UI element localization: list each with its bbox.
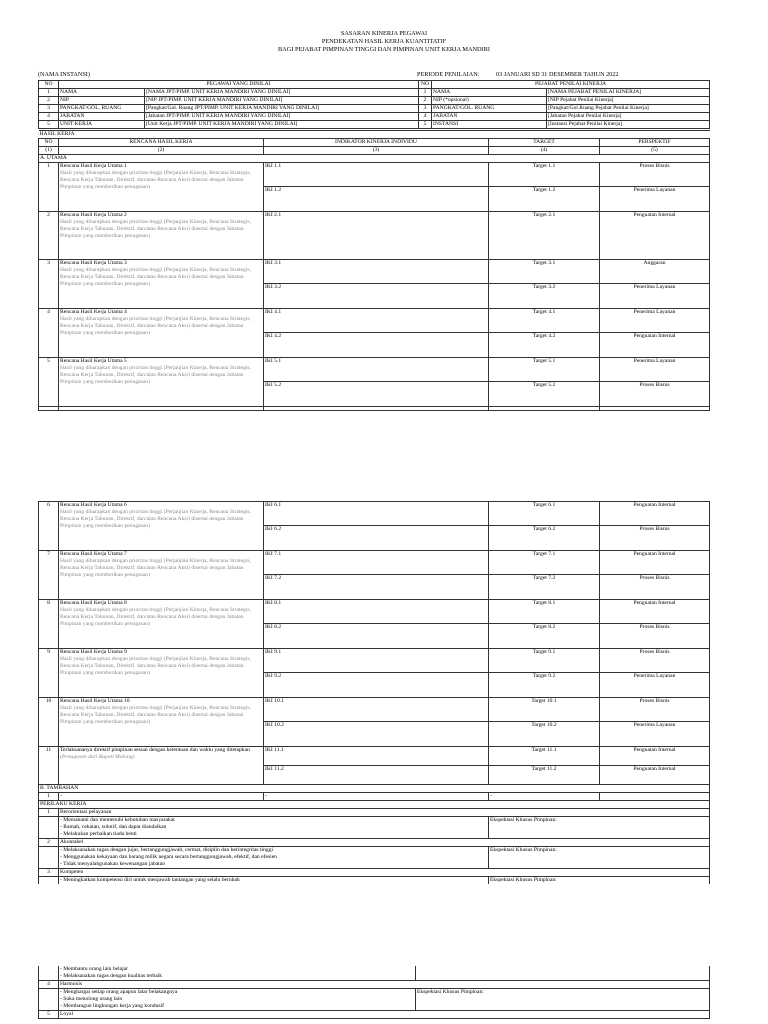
iki-cell: IKI 10.1: [264, 698, 489, 722]
col-header-no: NO: [39, 139, 59, 147]
rhk-title: Terlaksananya direktif pimpinan sesuai dengan ketentuan dan waktu yang ditetapkan: [60, 747, 250, 753]
perilaku-name: Loyal: [59, 1011, 710, 1019]
target-cell: Target 7.2: [489, 575, 600, 600]
empty-cell: [264, 407, 489, 411]
target-cell: Target 9.2: [489, 673, 600, 698]
empty-cell: [39, 407, 59, 411]
perilaku-point: - Meningkatkan kompetensi diri untuk menjawab tantangan yang selalu berubah: [59, 877, 489, 885]
identity-right-no: 1: [419, 89, 432, 97]
perspektif-cell: Penerima Layanan: [600, 187, 710, 212]
identity-left-header: PEGAWAI YANG DINILAI: [59, 81, 419, 89]
target-cell: Target 6.2: [489, 526, 600, 551]
identity-left-value: [Pangkat/Gol. Ruang JPT/PIMP. UNIT KERJA MANDIRI YANG DINILAI]: [145, 105, 419, 113]
perilaku-point: - Menggunakan kekayaan dan barang milik negara secara bertanggungjawab, efektif, dan efesien: [59, 854, 489, 861]
table-row: [39, 407, 710, 411]
identity-right-value: [Pangkat/Gol.Ruang Pejabat Penilai Kinerja]: [547, 105, 710, 113]
identity-no: 2: [39, 97, 59, 105]
rhk-no: 1: [39, 163, 59, 212]
identity-left-value: [Jabatan JPT/PIMP. UNIT KERJA MANDIRI YANG DINILAI]: [145, 113, 419, 121]
iki-cell: IKI 5.1: [264, 358, 489, 382]
perspektif-cell: Proses Bisnis: [600, 382, 710, 407]
empty-cell: [39, 973, 59, 981]
rhk-title: Rencana Hasil Kerja Utama 6: [60, 502, 127, 508]
target-cell: -: [489, 793, 600, 801]
identity-right-value: [Jabatan Pejabat Penilai Kinerja]: [547, 113, 710, 121]
target-cell: Target 8.2: [489, 624, 600, 649]
perilaku-name: Akuntabel: [59, 839, 710, 847]
perilaku-point-row: [39, 973, 710, 981]
perilaku-title: PERILAKU KERJA: [39, 801, 710, 809]
rhk-note: Hasil yang diharapkan dengan prioritas tinggi (Perjanjian Kinerja, Rencana Strategis, Rencana Kerja Tahunan, Direktif, dan/atau Rencana Aksi) disertai dengan Jabatan Pimpinan yang memberikan penugasan): [60, 219, 251, 240]
table-row: [39, 358, 710, 382]
perilaku-point-row: [39, 966, 710, 973]
rhk-cell: [59, 260, 264, 309]
table-row: [39, 163, 710, 187]
table-row: [39, 309, 710, 333]
rhk-no: 3: [39, 260, 59, 309]
identity-right-no: 3: [419, 105, 432, 113]
empty-cell: [39, 996, 59, 1003]
perilaku-row: [39, 809, 710, 817]
empty-cell: [39, 1003, 59, 1011]
rhk-title: Rencana Hasil Kerja Utama 8: [60, 600, 127, 606]
identity-left-label: JABATAN: [59, 113, 145, 121]
iki-cell: -: [264, 793, 489, 801]
perspektif-cell: Penguatan Internal: [600, 766, 710, 785]
col-header-perspektif: PERSPEKTIF: [600, 139, 710, 147]
table-row: [39, 502, 710, 526]
table-row: [39, 260, 710, 284]
iki-cell: IKI 7.2: [264, 575, 489, 600]
table-row: [39, 551, 710, 575]
perilaku-point-row: [39, 877, 710, 885]
table-row: [39, 600, 710, 624]
perilaku-name: Kompeten: [59, 869, 710, 877]
target-cell: Target 4.1: [489, 309, 600, 333]
perilaku-point: - Melakukan perbaikan tiada henti: [59, 831, 489, 839]
identity-right-label: NAMA: [432, 89, 547, 97]
perspektif-cell: Proses Bisnis: [600, 575, 710, 600]
identity-left-label: UNIT KERJA: [59, 121, 145, 129]
identity-right-label: INSTANSI: [432, 121, 547, 129]
target-cell: Target 5.1: [489, 358, 600, 382]
identity-right-no: 2: [419, 97, 432, 105]
iki-cell: IKI 6.1: [264, 502, 489, 526]
rhk-no: 10: [39, 698, 59, 747]
perilaku-row: [39, 1011, 710, 1019]
col-number-5: (5): [600, 147, 710, 155]
target-cell: Target 8.1: [489, 600, 600, 624]
target-cell: Target 7.1: [489, 551, 600, 575]
rhk-title: Rencana Hasil Kerja Utama 1: [60, 163, 127, 169]
target-cell: Target 3.1: [489, 260, 600, 284]
perilaku-row: [39, 869, 710, 877]
ekspektasi-cell: [416, 1003, 710, 1011]
ekspektasi-cell: Ekspektasi Khusus Pimpinan:: [416, 989, 710, 997]
rhk-note: Hasil yang diharapkan dengan prioritas tinggi (Perjanjian Kinerja, Rencana Strategis, Rencana Kerja Tahunan, Direktif, dan/atau Rencana Aksi) disertai dengan Jabatan Pimpinan yang memberikan penugasan): [60, 607, 251, 628]
header-title: SASARAN KINERJA PEGAWAI: [340, 30, 428, 37]
target-cell: Target 1.1: [489, 163, 600, 187]
col-number-1: (1): [39, 147, 59, 155]
target-cell: Target 6.1: [489, 502, 600, 526]
hasil-kerja-table: [38, 130, 710, 411]
identity-left-value: [NAMA JPT/PIMP. UNIT KERJA MANDIRI YANG DINILAI]: [145, 89, 419, 97]
perilaku-point-row: [39, 996, 710, 1003]
identity-row: [39, 105, 710, 113]
rhk-no: 11: [39, 747, 59, 785]
perilaku-point-row: [39, 831, 710, 839]
identity-no: 1: [39, 89, 59, 97]
perilaku-point-row: [39, 847, 710, 855]
iki-cell: IKI 5.2: [264, 382, 489, 407]
iki-cell: IKI 9.1: [264, 649, 489, 673]
identity-right-no: 4: [419, 113, 432, 121]
iki-cell: IKI 3.2: [264, 284, 489, 309]
perilaku-row: [39, 839, 710, 847]
perilaku-no: 3: [39, 869, 59, 877]
page-1: [0, 0, 768, 440]
perspektif-cell: Penerima Layanan: [600, 673, 710, 698]
rhk-note: Hasil yang diharapkan dengan prioritas tinggi (Perjanjian Kinerja, Rencana Strategis, Rencana Kerja Tahunan, Direktif, dan/atau Rencana Aksi) disertai dengan Jabatan Pimpinan yang memberikan penugasan): [60, 170, 251, 191]
perilaku-point-row: [39, 824, 710, 831]
perilaku-no: 5: [39, 1011, 59, 1019]
rhk-note: Hasil yang diharapkan dengan prioritas tinggi (Perjanjian Kinerja, Rencana Strategis, Rencana Kerja Tahunan, Direktif, dan/atau Rencana Aksi) disertai dengan Jabatan Pimpinan yang memberikan penugasan): [60, 705, 251, 726]
identity-row: [39, 89, 710, 97]
perspektif-cell: Anggaran: [600, 260, 710, 284]
perilaku-point: - Ramah, cekatan, solutif, dan dapat diandalkan: [59, 824, 489, 831]
ekspektasi-cell: [489, 831, 710, 839]
iki-cell: IKI 9.2: [264, 673, 489, 698]
rhk-note: Hasil yang diharapkan dengan prioritas tinggi (Perjanjian Kinerja, Rencana Strategis, Rencana Kerja Tahunan, Direktif, dan/atau Rencana Aksi) disertai dengan Jabatan Pimpinan yang memberikan penugasan): [60, 509, 251, 530]
iki-cell: IKI 11.1: [264, 747, 489, 766]
perspektif-cell: [600, 793, 710, 801]
rhk-cell: [59, 600, 264, 649]
ekspektasi-cell: Ekspektasi Khusus Pimpinan:: [489, 817, 710, 825]
perilaku-no: 1: [39, 809, 59, 817]
iki-cell: IKI 6.2: [264, 526, 489, 551]
table-row: [39, 649, 710, 673]
document-header: [0, 30, 768, 54]
empty-cell: [39, 861, 59, 869]
perilaku-point-row: [39, 1003, 710, 1011]
table-row: [39, 212, 710, 260]
rhk-cell: [59, 212, 264, 260]
ekspektasi-cell: [489, 854, 710, 861]
perilaku-point: - Menghargai setiap orang apapun latar belakangnya: [59, 989, 416, 997]
rhk-cell: -: [59, 793, 264, 801]
identity-table: [38, 80, 710, 129]
perspektif-cell: Penerima Layanan: [600, 358, 710, 382]
identity-right-value: [Instansi Pejabat Penilai Kinerja]: [547, 121, 710, 129]
identity-right-label: PANGKAT/GOL. RUANG: [432, 105, 547, 113]
empty-cell: [39, 831, 59, 839]
rhk-no: 5: [39, 358, 59, 407]
rhk-no: 6: [39, 502, 59, 551]
empty-cell: [600, 407, 710, 411]
identity-row: [39, 121, 710, 129]
rhk-cell: [59, 698, 264, 747]
identity-right-no: 5: [419, 121, 432, 129]
perspektif-cell: Proses Bisnis: [600, 163, 710, 187]
section-tambahan-label: B. TAMBAHAN: [39, 785, 710, 793]
ekspektasi-cell: Ekspektasi Khusus Pimpinan:: [489, 847, 710, 855]
perspektif-cell: Proses Bisnis: [600, 649, 710, 673]
iki-cell: IKI 7.1: [264, 551, 489, 575]
identity-left-label: PANGKAT/GOL. RUANG: [59, 105, 145, 113]
rhk-title: Rencana Hasil Kerja Utama 3: [60, 260, 127, 266]
page-2: [0, 500, 768, 900]
target-cell: Target 2.1: [489, 212, 600, 260]
col-header-rhk: RENCANA HASIL KERJA: [59, 139, 264, 147]
rhk-no: 1: [39, 793, 59, 801]
perilaku-point: - Membantu orang lain belajar: [59, 966, 416, 973]
rhk-title: Rencana Hasil Kerja Utama 5: [60, 358, 127, 364]
ekspektasi-cell: [416, 966, 710, 973]
iki-cell: IKI 8.2: [264, 624, 489, 649]
ekspektasi-cell: [489, 861, 710, 869]
identity-no: 5: [39, 121, 59, 129]
iki-cell: IKI 8.1: [264, 600, 489, 624]
target-cell: Target 10.2: [489, 722, 600, 747]
rhk-cell: [59, 747, 264, 785]
empty-cell: [59, 407, 264, 411]
rhk-cell: [59, 649, 264, 698]
col-number-2: (2): [59, 147, 264, 155]
empty-cell: [489, 407, 600, 411]
identity-no: 3: [39, 105, 59, 113]
identity-no-header-right: NO: [419, 81, 432, 89]
iki-cell: IKI 3.1: [264, 260, 489, 284]
perspektif-cell: Penguatan Internal: [600, 551, 710, 575]
target-cell: Target 1.2: [489, 187, 600, 212]
rhk-no: 9: [39, 649, 59, 698]
rhk-cell: [59, 358, 264, 407]
table-row: [39, 793, 710, 801]
rhk-note: Hasil yang diharapkan dengan prioritas tinggi (Perjanjian Kinerja, Rencana Strategis, Rencana Kerja Tahunan, Direktif, dan/atau Rencana Aksi) disertai dengan Jabatan Pimpinan yang memberikan penugasan): [60, 365, 251, 386]
perilaku-point: - Melaksanakan tugas dengan kualitas terbaik: [59, 973, 416, 981]
target-cell: Target 9.1: [489, 649, 600, 673]
perspektif-cell: Penguatan Internal: [600, 502, 710, 526]
iki-cell: IKI 1.2: [264, 187, 489, 212]
identity-row: [39, 97, 710, 105]
empty-cell: [39, 824, 59, 831]
perilaku-point: - Suka menolong orang lain: [59, 996, 416, 1003]
perilaku-name: Harmonis: [59, 981, 710, 989]
identity-row: [39, 113, 710, 121]
perilaku-point-row: [39, 817, 710, 825]
perilaku-table-continued: [38, 966, 710, 1019]
perilaku-row: [39, 981, 710, 989]
perilaku-no: 2: [39, 839, 59, 847]
identity-right-header: PEJABAT PENILAI KINERJA: [432, 81, 710, 89]
target-cell: Target 11.2: [489, 766, 600, 785]
perilaku-name: Berorientasi pelayanan: [59, 809, 710, 817]
identity-right-value: [NAMA PEJABAT PENILAI KINERJA]: [547, 89, 710, 97]
target-cell: Target 10.1: [489, 698, 600, 722]
iki-cell: IKI 1.1: [264, 163, 489, 187]
section-utama-label: A. UTAMA: [39, 155, 710, 163]
ekspektasi-cell: Ekspektasi Khusus Pimpinan:: [489, 877, 710, 885]
ekspektasi-cell: [416, 973, 710, 981]
perspektif-cell: Penerima Layanan: [600, 722, 710, 747]
table-row: [39, 747, 710, 766]
iki-cell: IKI 10.2: [264, 722, 489, 747]
col-header-target: TARGET: [489, 139, 600, 147]
header-subtitle: PENDEKATAN HASIL KERJA KUANTITATIF: [321, 38, 447, 45]
col-number-3: (3): [264, 147, 489, 155]
perspektif-cell: Proses Bisnis: [600, 698, 710, 722]
target-cell: Target 4.2: [489, 333, 600, 358]
perspektif-cell: Proses Bisnis: [600, 526, 710, 551]
rhk-note: Hasil yang diharapkan dengan prioritas tinggi (Perjanjian Kinerja, Rencana Strategis, Rencana Kerja Tahunan, Direktif, dan/atau Rencana Aksi) disertai dengan Jabatan Pimpinan yang memberikan penugasan): [60, 267, 251, 288]
perilaku-point: - Membangun lingkungan kerja yang kondusif: [59, 1003, 416, 1011]
col-header-iki: INDIKATOR KINERJA INDIVIDU: [264, 139, 489, 147]
rhk-no: 2: [39, 212, 59, 260]
empty-cell: [39, 854, 59, 861]
identity-right-label: JABATAN: [432, 113, 547, 121]
rhk-note: (Penugasan dari Bupati Malang): [60, 754, 135, 760]
rhk-cell: [59, 309, 264, 358]
perspektif-cell: Penerima Layanan: [600, 309, 710, 333]
rhk-note: Hasil yang diharapkan dengan prioritas tinggi (Perjanjian Kinerja, Rencana Strategis, Rencana Kerja Tahunan, Direktif, dan/atau Rencana Aksi) disertai dengan Jabatan Pimpinan yang memberikan penugasan): [60, 656, 251, 677]
identity-right-value: [NIP Pejabat Penilai Kinerja]: [547, 97, 710, 105]
perspektif-cell: Penerima Layanan: [600, 284, 710, 309]
rhk-no: 8: [39, 600, 59, 649]
hasil-kerja-table-continued: [38, 501, 710, 884]
identity-no-header: NO: [39, 81, 59, 89]
empty-cell: [39, 847, 59, 855]
perilaku-point: - Memahami dan memenuhi kebutuhan masyarakat: [59, 817, 489, 825]
empty-cell: [39, 966, 59, 973]
rhk-title: Rencana Hasil Kerja Utama 10: [60, 698, 130, 704]
hasil-kerja-title: HASIL KERJA: [39, 131, 710, 139]
rhk-note: Hasil yang diharapkan dengan prioritas tinggi (Perjanjian Kinerja, Rencana Strategis, Rencana Kerja Tahunan, Direktif, dan/atau Rencana Aksi) disertai dengan Jabatan Pimpinan yang memberikan penugasan): [60, 316, 251, 337]
empty-cell: [39, 989, 59, 997]
rhk-title: Rencana Hasil Kerja Utama 9: [60, 649, 127, 655]
perilaku-point: - Tidak menyalahgunakan kewenangan jabatan: [59, 861, 489, 869]
iki-cell: IKI 4.2: [264, 333, 489, 358]
perilaku-point-row: [39, 989, 710, 997]
ekspektasi-cell: [416, 996, 710, 1003]
rhk-title: Rencana Hasil Kerja Utama 7: [60, 551, 127, 557]
iki-cell: IKI 4.1: [264, 309, 489, 333]
instansi-label: (NAMA INSTANSI): [38, 71, 90, 78]
page-3: [0, 964, 768, 1024]
perspektif-cell: Penguatan Internal: [600, 747, 710, 766]
identity-left-label: NAMA: [59, 89, 145, 97]
perspektif-cell: Proses Bisnis: [600, 624, 710, 649]
identity-left-value: [Unit Kerja JPT/PIMP. UNIT KERJA MANDIRI YANG DINILAI]: [145, 121, 419, 129]
header-subtitle-2: BAGI PEJABAT PIMPINAN TINGGI DAN PIMPINAN UNIT KERJA MANDIRI: [277, 46, 490, 53]
ekspektasi-cell: [489, 824, 710, 831]
section-row: [39, 801, 710, 809]
rhk-title: Rencana Hasil Kerja Utama 4: [60, 309, 127, 315]
identity-no: 4: [39, 113, 59, 121]
identity-right-label: NIP (*opsional): [432, 97, 547, 105]
perilaku-point: - Melaksanakan tugas dengan jujur, bertanggungjawab, cermat, disiplin dan berintegritas tinggi: [59, 847, 489, 855]
target-cell: Target 5.2: [489, 382, 600, 407]
perspektif-cell: Penguatan Internal: [600, 333, 710, 358]
periode-value: 03 JANUARI SD 31 DESEMBER TAHUN 2022: [496, 71, 619, 78]
col-number-4: (4): [489, 147, 600, 155]
rhk-cell: [59, 551, 264, 600]
target-cell: Target 3.2: [489, 284, 600, 309]
iki-cell: IKI 11.2: [264, 766, 489, 785]
section-row: [39, 785, 710, 793]
rhk-no: 4: [39, 309, 59, 358]
rhk-cell: [59, 163, 264, 212]
rhk-cell: [59, 502, 264, 551]
empty-cell: [39, 877, 59, 885]
rhk-no: 7: [39, 551, 59, 600]
perilaku-point-row: [39, 854, 710, 861]
empty-cell: [39, 817, 59, 825]
iki-cell: IKI 2.1: [264, 212, 489, 260]
perilaku-no: 4: [39, 981, 59, 989]
identity-left-label: NIP: [59, 97, 145, 105]
perspektif-cell: Penguatan Internal: [600, 212, 710, 260]
perspektif-cell: Penguatan Internal: [600, 600, 710, 624]
periode-label: PERIODE PENILAIAN:: [417, 71, 480, 78]
target-cell: Target 11.1: [489, 747, 600, 766]
table-row: [39, 698, 710, 722]
rhk-note: Hasil yang diharapkan dengan prioritas tinggi (Perjanjian Kinerja, Rencana Strategis, Rencana Kerja Tahunan, Direktif, dan/atau Rencana Aksi) disertai dengan Jabatan Pimpinan yang memberikan penugasan): [60, 558, 251, 579]
identity-left-value: [NIP JPT/PIMP. UNIT KERJA MANDIRI YANG DINILAI]: [145, 97, 419, 105]
perilaku-point-row: [39, 861, 710, 869]
rhk-title: Rencana Hasil Kerja Utama 2: [60, 212, 127, 218]
